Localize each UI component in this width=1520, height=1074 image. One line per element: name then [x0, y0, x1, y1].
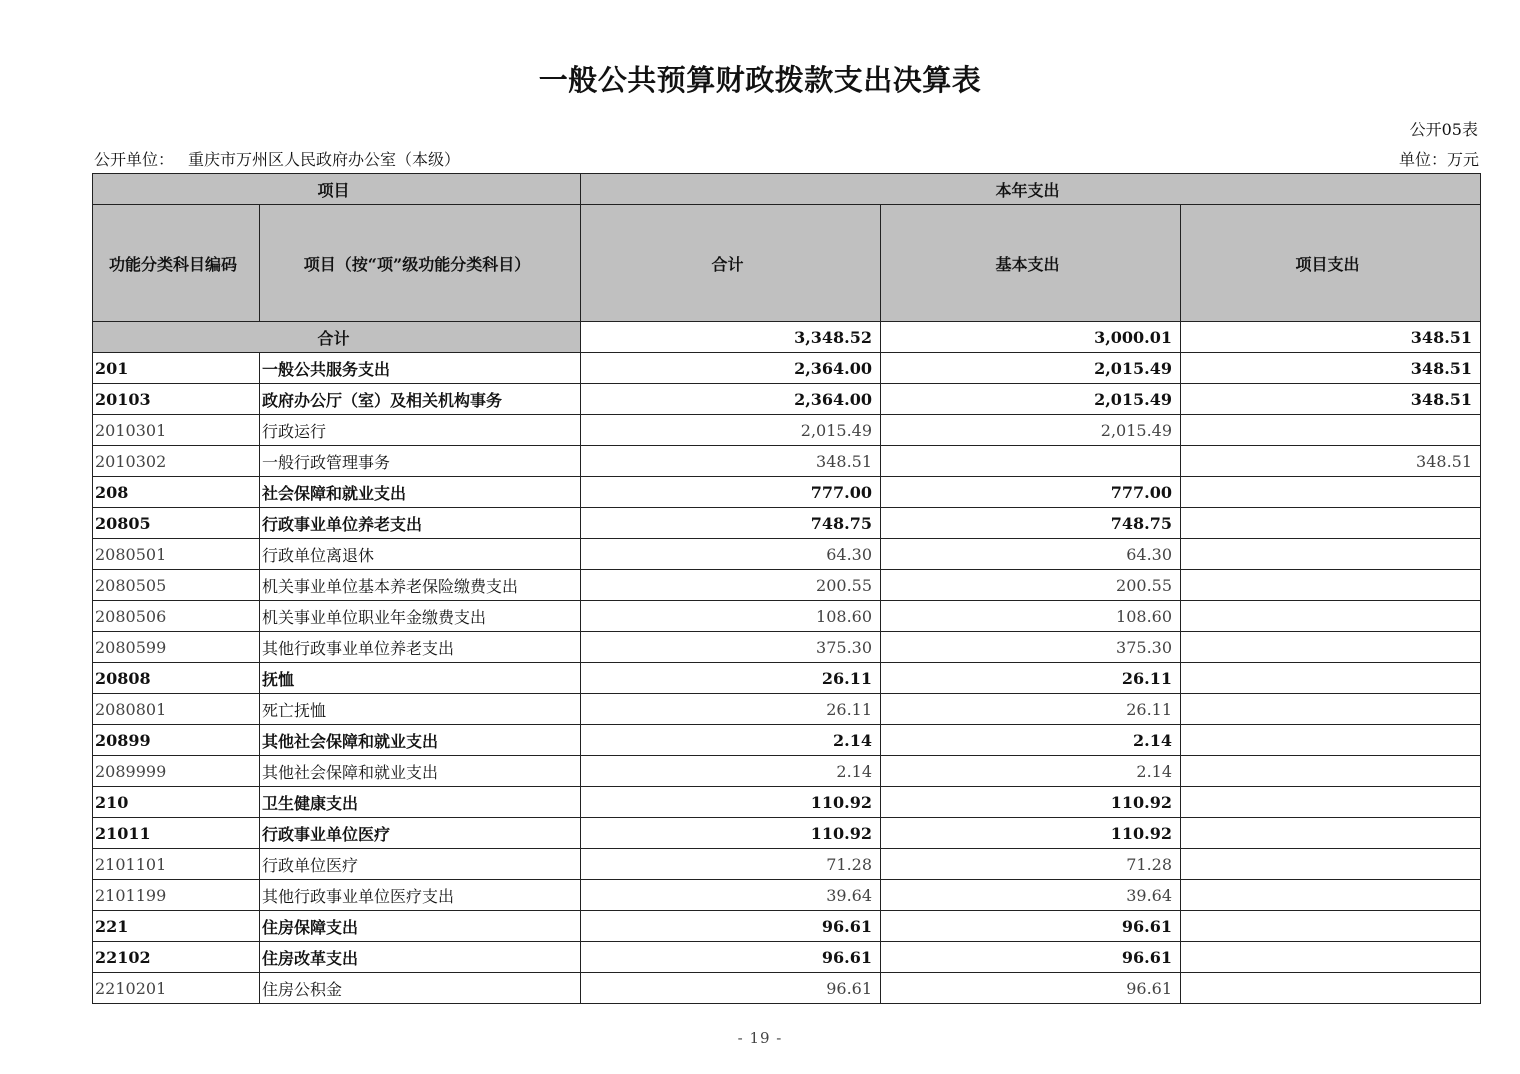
basic-cell: 748.75 [881, 508, 1181, 539]
total-row [93, 322, 1481, 353]
item-name-cell: 行政单位离退休 [260, 539, 581, 570]
form-number: 公开05表 [1409, 120, 1478, 139]
code-cell: 20808 [93, 663, 260, 694]
basic-cell: 39.64 [881, 880, 1181, 911]
total-cell: 96.61 [581, 973, 881, 1004]
total-cell: 2.14 [581, 756, 881, 787]
project-cell [1181, 756, 1481, 787]
item-name-cell: 社会保障和就业支出 [260, 477, 581, 508]
total-project: 348.51 [1181, 322, 1481, 353]
total-cell: 2,364.00 [581, 384, 881, 415]
page-title: 一般公共预算财政拨款支出决算表 [538, 63, 982, 97]
total-basic: 3,000.01 [881, 322, 1181, 353]
item-name-cell: 行政事业单位养老支出 [260, 508, 581, 539]
project-cell [1181, 570, 1481, 601]
unit-line [94, 147, 1479, 169]
code-cell: 2010301 [93, 415, 260, 446]
basic-cell: 375.30 [881, 632, 1181, 663]
header-total: 合计 [581, 205, 881, 322]
project-cell [1181, 601, 1481, 632]
project-cell [1181, 508, 1481, 539]
project-cell [1181, 477, 1481, 508]
total-cell: 2.14 [581, 725, 881, 756]
item-name-cell: 机关事业单位职业年金缴费支出 [260, 601, 581, 632]
code-cell: 2101199 [93, 880, 260, 911]
table-row [93, 849, 1481, 880]
table-row [93, 570, 1481, 601]
header-project-expenditure: 项目支出 [1181, 205, 1481, 322]
total-cell: 39.64 [581, 880, 881, 911]
table-row [93, 787, 1481, 818]
table-row [93, 415, 1481, 446]
project-cell [1181, 942, 1481, 973]
total-cell: 348.51 [581, 446, 881, 477]
item-name-cell: 机关事业单位基本养老保险缴费支出 [260, 570, 581, 601]
item-name-cell: 一般公共服务支出 [260, 353, 581, 384]
code-cell: 2080506 [93, 601, 260, 632]
org-value: 重庆市万州区人民政府办公室（本级） [188, 150, 461, 169]
total-cell: 777.00 [581, 477, 881, 508]
project-cell [1181, 973, 1481, 1004]
code-cell: 21011 [93, 818, 260, 849]
total-cell: 110.92 [581, 787, 881, 818]
org-label: 公开单位： [94, 150, 175, 169]
basic-cell: 2.14 [881, 725, 1181, 756]
table-row [93, 942, 1481, 973]
project-cell [1181, 911, 1481, 942]
item-name-cell: 其他行政事业单位养老支出 [260, 632, 581, 663]
basic-cell: 2.14 [881, 756, 1181, 787]
code-cell: 20805 [93, 508, 260, 539]
basic-cell: 26.11 [881, 694, 1181, 725]
total-cell: 26.11 [581, 694, 881, 725]
total-cell: 96.61 [581, 942, 881, 973]
basic-cell: 64.30 [881, 539, 1181, 570]
item-name-cell: 其他社会保障和就业支出 [260, 725, 581, 756]
item-name-cell: 行政单位医疗 [260, 849, 581, 880]
basic-cell: 2,015.49 [881, 415, 1181, 446]
item-name-cell: 住房改革支出 [260, 942, 581, 973]
basic-cell: 200.55 [881, 570, 1181, 601]
table-row [93, 601, 1481, 632]
basic-cell: 2,015.49 [881, 353, 1181, 384]
project-cell: 348.51 [1181, 353, 1481, 384]
header-code: 功能分类科目编码 [93, 205, 260, 322]
project-cell [1181, 849, 1481, 880]
item-name-cell: 住房公积金 [260, 973, 581, 1004]
table-row [93, 756, 1481, 787]
table-row [93, 911, 1481, 942]
project-cell [1181, 663, 1481, 694]
project-cell [1181, 694, 1481, 725]
total-cell: 110.92 [581, 818, 881, 849]
header-row-1 [93, 174, 1481, 205]
total-cell: 26.11 [581, 663, 881, 694]
basic-cell: 108.60 [881, 601, 1181, 632]
table-row [93, 446, 1481, 477]
code-cell: 2080501 [93, 539, 260, 570]
code-cell: 208 [93, 477, 260, 508]
item-name-cell: 其他行政事业单位医疗支出 [260, 880, 581, 911]
table-row [93, 353, 1481, 384]
total-cell: 748.75 [581, 508, 881, 539]
project-cell [1181, 415, 1481, 446]
basic-cell: 26.11 [881, 663, 1181, 694]
code-cell: 2080801 [93, 694, 260, 725]
table-row [93, 477, 1481, 508]
item-name-cell: 其他社会保障和就业支出 [260, 756, 581, 787]
code-cell: 2010302 [93, 446, 260, 477]
total-cell: 108.60 [581, 601, 881, 632]
code-cell: 2101101 [93, 849, 260, 880]
code-cell: 2080599 [93, 632, 260, 663]
item-name-cell: 死亡抚恤 [260, 694, 581, 725]
total-cell: 71.28 [581, 849, 881, 880]
basic-cell: 96.61 [881, 942, 1181, 973]
item-name-cell: 行政运行 [260, 415, 581, 446]
total-cell: 2,015.49 [581, 415, 881, 446]
table-row [93, 663, 1481, 694]
project-cell [1181, 539, 1481, 570]
project-cell [1181, 787, 1481, 818]
item-name-cell: 抚恤 [260, 663, 581, 694]
table-row [93, 632, 1481, 663]
expenditure-table [92, 173, 1481, 1004]
item-name-cell: 一般行政管理事务 [260, 446, 581, 477]
basic-cell [881, 446, 1181, 477]
project-cell [1181, 880, 1481, 911]
table-row [93, 725, 1481, 756]
code-cell: 2080505 [93, 570, 260, 601]
total-cell: 2,364.00 [581, 353, 881, 384]
project-cell: 348.51 [1181, 446, 1481, 477]
page-number: - 19 - [737, 1029, 783, 1047]
header-item: 项目（按“项”级功能分类科目） [260, 205, 581, 322]
code-cell: 20899 [93, 725, 260, 756]
item-name-cell: 政府办公厅（室）及相关机构事务 [260, 384, 581, 415]
code-cell: 2089999 [93, 756, 260, 787]
basic-cell: 96.61 [881, 911, 1181, 942]
table-row [93, 818, 1481, 849]
project-cell [1181, 725, 1481, 756]
code-cell: 2210201 [93, 973, 260, 1004]
table-row [93, 694, 1481, 725]
item-name-cell: 行政事业单位医疗 [260, 818, 581, 849]
basic-cell: 2,015.49 [881, 384, 1181, 415]
code-cell: 20103 [93, 384, 260, 415]
code-cell: 221 [93, 911, 260, 942]
item-name-cell: 住房保障支出 [260, 911, 581, 942]
item-name-cell: 卫生健康支出 [260, 787, 581, 818]
table-row [93, 973, 1481, 1004]
basic-cell: 71.28 [881, 849, 1181, 880]
header-row-2 [93, 205, 1481, 322]
total-label: 合计 [93, 322, 581, 353]
basic-cell: 96.61 [881, 973, 1181, 1004]
table-row [93, 384, 1481, 415]
code-cell: 210 [93, 787, 260, 818]
project-cell: 348.51 [1181, 384, 1481, 415]
total-cell: 200.55 [581, 570, 881, 601]
table-row [93, 880, 1481, 911]
table-row [93, 508, 1481, 539]
total-cell: 64.30 [581, 539, 881, 570]
total-sum: 3,348.52 [581, 322, 881, 353]
money-unit: 单位：万元 [1398, 150, 1479, 169]
total-cell: 96.61 [581, 911, 881, 942]
header-basic: 基本支出 [881, 205, 1181, 322]
code-cell: 201 [93, 353, 260, 384]
basic-cell: 777.00 [881, 477, 1181, 508]
header-this-year: 本年支出 [581, 174, 1481, 205]
basic-cell: 110.92 [881, 787, 1181, 818]
publishing-unit [94, 147, 460, 170]
table-row [93, 539, 1481, 570]
project-cell [1181, 632, 1481, 663]
project-cell [1181, 818, 1481, 849]
code-cell: 22102 [93, 942, 260, 973]
total-cell: 375.30 [581, 632, 881, 663]
header-project: 项目 [93, 174, 581, 205]
basic-cell: 110.92 [881, 818, 1181, 849]
